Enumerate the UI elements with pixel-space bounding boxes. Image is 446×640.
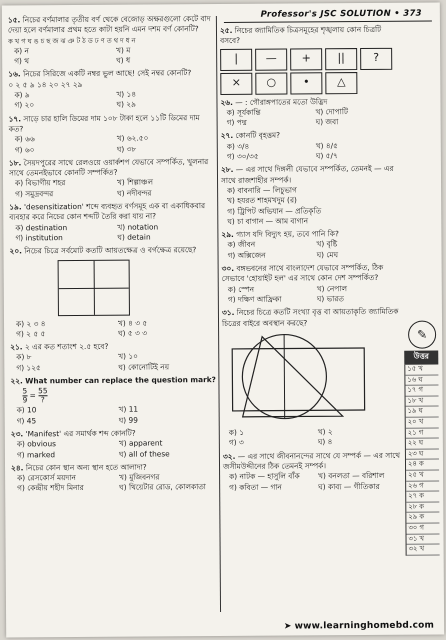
question-21: ২১. ২ এর কত শতাংশ ২.৫ হবে? ক) ৮ খ) ১০ গ) ১২৫ ঘ) কোনোটিই নয় [10,341,170,373]
question-30: ৩০. বঙ্গভবনের সাথে বাংলাদেশ যেভাবে সম্পর্কিত, ঠিক সেভাবে 'হোয়াইট হল' এর সাথে কোন দেশ সম্পর্কিত? ক) স্পেন খ) নেপাল গ) দক্ষিণ আফ্রিকা ঘ) ভারত [221,262,384,304]
question-29: ২৯. গ্যাস যদি বিদ্যুৎ হয়, তবে পানি কি? ক) জীবন খ) বৃষ্টি গ) অক্সিজেন ঘ) মেঘ [221,229,339,260]
question-17: ১৭. সাড়ে চার হালি ডিমের দাম ১০৮ টাকা হলে ১১টি ডিমের দাম কত? ক) ৬৬ খ) ৬২.৫০ গ) ৬০ ঘ) ৩৮ [8,112,200,155]
question-28: ২৮. — এর সাথে দিঙ্গলী যেভাবে সম্পর্কিত, তেমনই — এর সাথে রাজশাহীর সম্পর্ক। ক) বাবনারি — লিচুভাগ খ) হযরত শাহমখদুম (র) গ) ট্রিপিট অভিযান — প্রতিকৃতি ঘ) চা বাগান — আম বাগান [220,164,394,226]
website-footer[interactable]: ➤ www.learninghomebd.com [283,620,435,632]
question-22: ২২. What number can replace the question mark? $\frac{5}{9}$ = $\frac{55}{?}$ ক) 10 খ) 11 গ) 45 ঘ) 99 [10,375,216,426]
header-rule [224,21,432,23]
answer-label: উত্তর [404,350,438,364]
square-grid-figure [58,259,130,316]
answer-list: ১৫ খ ১৬ ঘ ১৭ গ ১৮ খ ১৯ ঘ ২০ খ ২১ গ ২২ ঘ ২৩ ঘ ২৪ ক ২৫ খ ২৬ গ ২৭ ক ২৮ ক ২৯ ক ৩০ গ ৩১ খ ৩২ খ [404,364,439,555]
pen-badge-icon: ✎ [408,321,436,349]
question-27: ২৭. কোনটি বৃহত্তম? ক) ৩/৪ খ) ৪/৫ গ) ৩০/৩৫ ঘ) ৫/৭ [220,131,338,162]
question-32: ৩২. — এর সাথে জীবনানন্দের সাথে যে সম্পর্ক — এর সাথে জসীমউদ্দীনের ঠিক তেমনই সম্পর্ক। ক) নাটক — হাসুলি বাঁক খ) বনলতা — বরিশাল গ) কবিতা — গান ঘ) কাব্য — গীতিকার [222,450,401,492]
line-vertical-icon: | [220,48,252,70]
cross-box-icon: × [220,72,252,94]
double-line-icon: || [325,48,357,70]
question-19: ১৯. 'desensitization' শব্দে ব্যবহৃত বর্ণসমূহ এক বা একাধিকবার ব্যবহার করে নিচের কোন শব্দটি তৈরি করা যায় না? ক) destination খ) notation গ) institution ঘ) detain [9,201,206,243]
question-18: ১৮. সৈয়দপুরের সাথে রেলওয়ে ওয়ার্কশপ যেভাবে সম্পর্কিত, খুলনার সাথে তেমনইভাবে কোনটি সম্পর্কিত? ক) বিভাগীয় শহর খ) শিল্পাঞ্চল গ) সমুদ্রবন্দর ঘ) নদীবন্দর [8,156,209,199]
circle-box-icon: ○ [255,72,287,94]
right-column [220,25,403,496]
line-horizontal-icon: — [255,48,287,70]
question-25: ২৫. নিচের জ্যামিতিক চিত্রসমূহের শৃঙ্খলায় কোন চিত্রটি বসবে? | — + || ? × ○ • △ [220,25,400,95]
answer-strip [404,320,440,555]
question-icon: ? [360,47,392,69]
question-31: ৩১. নিচের চিত্রে কতটি সংখ্যা বৃত্ত বা আয়তাকৃতি জ্যামিতিক চিত্রের বাইরে অবস্থান করছে? ক) ১ খ) ২ গ) ৩ ঘ) ৪ [221,307,399,448]
question-16: ১৬. নিচের সিরিজে একটি নম্বর ভুল আছে! সেই নম্বর কোনটি? ০ ২ ৫ ৯ ১৪ ২০ ২৭ ২৯ ক) ৯ খ) ১৪ গ) ২০ ঘ) ২৯ [8,68,192,110]
pattern-row-1 [220,47,400,70]
pattern-row-2 [220,71,400,94]
triangle-box-icon: △ [325,72,357,94]
question-26: ২৬. — : গৌরাঙ্গপাতের মতো উদ্ভিদ ক) সূর্যকান্তি খ) দোপাটি গ) পদ্ম ঘ) জবা [220,96,349,128]
question-23: ২৩. 'Manifest' এর সমার্থক শব্দ কোনটি? ক) obvious খ) apparent গ) marked ঘ) all of these [10,428,170,459]
left-column [8,14,217,497]
question-15: ১৫. নিচের বর্ণমালার তৃতীয় বর্ণ থেকে বেজোড় অক্ষরগুলো কেটে বাদ দেয়া হলে বর্ণমালার প্রথম হতে কাটা হয়নি এমন দশম বর্ণ কোনটি? ক খ গ ঘ ঙ চ ছ জ ঝ ঞ ট ঠ ড ঢ ণ ত থ দ ধ ন ক) ন খ) ম গ) থ ঘ) ধ [7,14,211,66]
plus-icon: + [290,48,322,70]
page-header: Professor's JSC SOLUTION • 373 [260,8,422,20]
dot-box-icon: • [290,72,322,94]
q22-fraction-equation: $\frac{5}{9}$ = $\frac{55}{?}$ [22,386,48,405]
document-page [2,2,444,637]
circle-rectangle-figure [222,330,373,423]
question-20: ২০. নিচের চিত্রে সর্বমোট কতটি আয়তক্ষেত্র ও বর্গক্ষেত্র রয়েছে? ক) ২ ৩ ৪ খ) ৪ ৩ ৫ গ) ২ ৫ ৫ ঘ) ৫ ৩ ৩ [9,245,197,339]
question-24: ২৪. নিচের কোন স্থান অন্য স্থান হতে আলাদা? ক) রেসকোর্স ময়দান খ) মুজিবনগর গ) কেন্দ্রীয় শহীদ মিনার ঘ) থিয়েটার রোড, কোলকাতা [10,462,206,493]
cursor-icon: ➤ [283,621,292,632]
